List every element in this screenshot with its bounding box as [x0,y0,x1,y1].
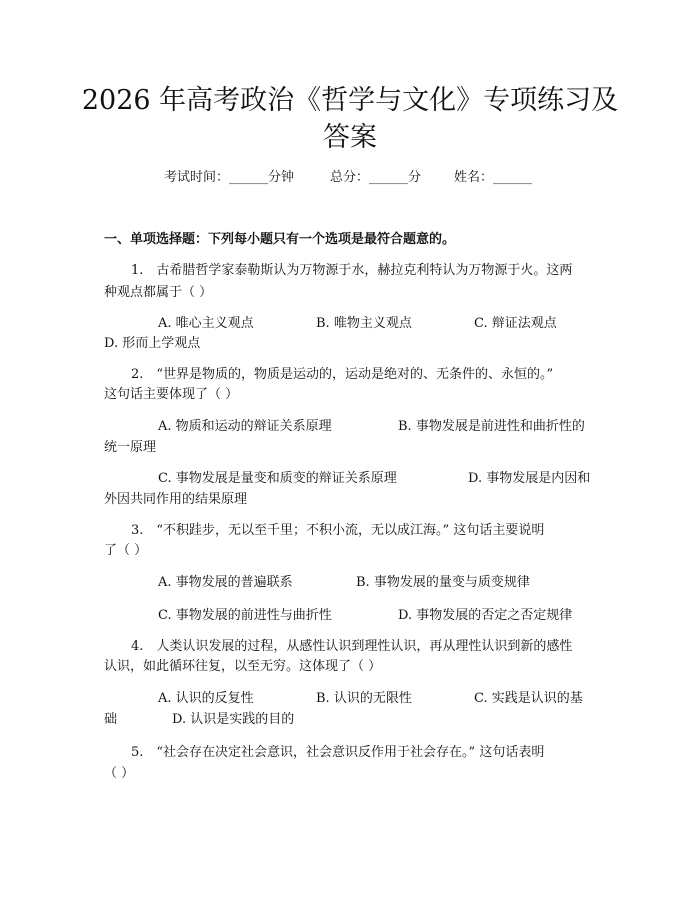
question-2-option-b-line-2: 统一原理 [104,440,157,455]
question-3-option-a: A. 事物发展的普遍联系 [158,575,293,590]
section-heading: 一、单项选择题：下列每小题只有一个选项是最符合题意的。 [104,232,456,247]
exam-score: 总分：______分 [330,170,422,185]
question-2-option-b-line-1: B. 事物发展是前进性和曲折性的 [398,419,585,434]
question-5-stem-line-2: （ ） [104,766,135,781]
question-1-stem-line-1: 1. 古希腊哲学家泰勒斯认为万物源于水，赫拉克利特认为万物源于火。这两 [131,263,573,278]
question-1-stem-line-2: 种观点都属于（ ） [104,285,213,300]
question-4-option-d: D. 认识是实践的目的 [172,712,295,727]
question-5-stem-line-1: 5. “社会存在决定社会意识，社会意识反作用于社会存在。” 这句话表明 [131,745,545,760]
question-3-option-b: B. 事物发展的量变与质变规律 [356,575,530,590]
exam-name: 姓名：______ [454,170,533,185]
question-2-stem-line-1: 2. “世界是物质的，物质是运动的，运动是绝对的、无条件的、永恒的。” [131,367,554,382]
title-line-1: 2026 年高考政治《哲学与文化》专项练习及 [81,85,619,116]
question-3-stem-line-2: 了（ ） [104,543,148,558]
question-2-option-a: A. 物质和运动的辩证关系原理 [158,419,332,434]
question-4-option-c-line-1: C. 实践是认识的基 [474,691,583,706]
question-2-stem-line-2: 这句话主要体现了（ ） [104,387,239,402]
document-title [60,82,640,156]
exam-time: 考试时间：______分钟 [164,170,295,185]
question-2-option-c: C. 事物发展是量变和质变的辩证关系原理 [158,471,397,486]
question-1-option-d: D. 形而上学观点 [104,336,201,351]
question-4-option-a: A. 认识的反复性 [158,691,254,706]
question-1-option-c: C. 辩证法观点 [474,316,557,331]
question-4-stem-line-1: 4. 人类认识发展的过程，从感性认识到理性认识，再从理性认识到新的感性 [131,639,573,654]
question-4-stem-line-2: 认识，如此循环往复，以至无穷。这体现了（ ） [104,659,382,674]
question-3-stem-line-1: 3. “不积跬步，无以至千里；不积小流，无以成江海。” 这句话主要说明 [131,523,545,538]
question-4-option-b: B. 认识的无限性 [316,691,412,706]
question-2-option-d-line-1: D. 事物发展是内因和 [468,471,591,486]
question-2-option-d-line-2: 外因共同作用的结果原理 [104,492,248,507]
question-3-option-d: D. 事物发展的否定之否定规律 [398,608,573,623]
question-1-option-b: B. 唯物主义观点 [316,316,412,331]
title-line-2: 答案 [323,122,377,153]
question-1-option-a: A. 唯心主义观点 [158,316,254,331]
question-3-option-c: C. 事物发展的前进性与曲折性 [158,608,332,623]
question-4-option-c-line-2: 础 [104,712,118,727]
